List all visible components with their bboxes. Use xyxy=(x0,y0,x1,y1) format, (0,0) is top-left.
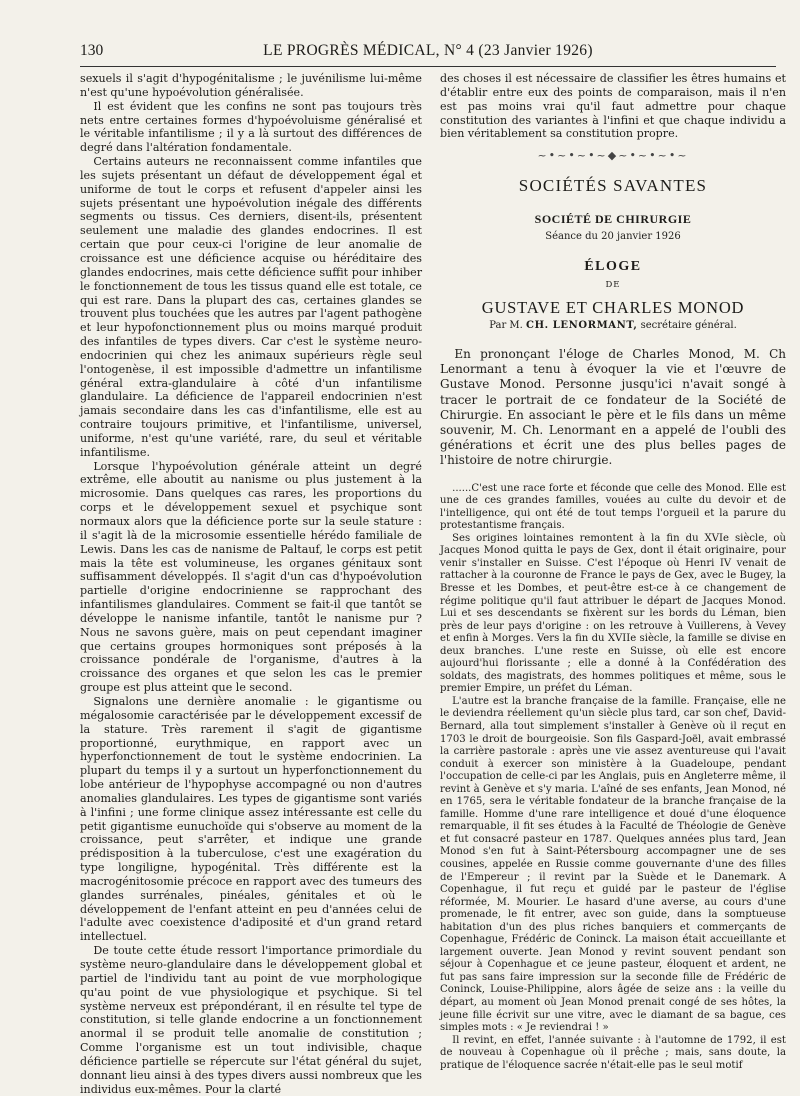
session-date: Séance du 20 janvier 1926 xyxy=(545,230,681,242)
paragraph: Lorsque l'hypoévolution générale atteint un degré extrême, elle aboutit au nanisme ou plus justement à la microsomie. Dans quelques cas rares, les proportions du corps et le développement sexuel et psychique sont normaux alors que la déficience porte sur la seule stature : il s'agit là de la microsomie essentielle hérédo familiale de Lewis. Dans les cas de nanisme de Paltauf, le corps est petit mais la tête est volumineuse, les organes génitaux sont suffisamment développés. Il s'agit d'un cas d'hypoévolution partielle d'origine endocrinienne se rapprochant des infantilismes glandulaires. Comment se fait-il que tantôt se développe le nanisme infantile, tantôt le nanisme pur ? Nous ne savons guère, mais on peut cependant imaginer que certains groupes hormoniques sont préposés à la croissance pondérale de l'organisme, d'autres à la croissance des organes et que selon les cas le premier groupe est plus atteint que le second. xyxy=(80,459,422,695)
paragraph: Signalons une dernière anomalie : le gigantisme ou mégalosomie caractérisée par le développement excessif de la stature. Très rarement il s'agit de gigantisme proportionné, eurythmique, en rapport avec un hyperfonctionnement de tout le système endocrinien. La plupart du temps il y a surtout un hyperfonctionnement du lobe antérieur de l'hypophyse accompagné ou non d'autres anomalies glandulaires. Les types de gigantisme sont variés à l'infini ; une forme clinique assez intéressante est celle du petit gigantisme eunuchoïde qui s'observe au moment de la croissance, peut s'arrêter, et indique une grande prédisposition à la tuberculose, c'est une exagération du type longiligne, hypogénital. Très différente est la macrogénitosomie précoce en rapport avec des tumeurs des glandes surrénales, pinéales, génitales et où le développement de l'enfant atteint en peu d'années celui de l'adulte avec coexistence d'adiposité et d'un grand retard intellectuel. xyxy=(80,694,422,944)
author-name: CH. LENORMANT, xyxy=(526,320,638,332)
paragraph: Il est évident que les confins ne sont pas toujours très nets entre certaines formes d'hypoévoluisme généralisé et le véritable infantilisme ; il y a là surtout des différences de degré dans l'altération fondamentale. xyxy=(80,99,422,155)
page-number: 130 xyxy=(80,42,104,59)
section-title: SOCIÉTÉS SAVANTES xyxy=(518,176,708,196)
left-column xyxy=(80,72,422,1096)
article-body xyxy=(440,483,786,1073)
paragraph: L'autre est la branche française de la famille. Française, elle ne le deviendra réellement qu'un siècle plus tard, car son chef, David-Bernard, alla tout simplement s'installer à Genève où il reçut en 1703 le droit de bourgeoisie. Son fils Gaspard-Joël, avait embrassé la carrière pastorale : après une vie assez aventureuse qui l'avait conduit à exercer son ministère à la Guadeloupe, pendant l'occupation de celle-ci par les Anglais, puis en Angleterre même, il revint à Genève et s'y maria. L'aîné de ses enfants, Jean Monod, né en 1765, sera le véritable fondateur de la branche française de la famille. Homme d'une rare intelligence et doué d'une éloquence remarquable, il fit ses études à la Faculté de Théologie de Genève et fut consacré pasteur en 1787. Quelques années plus tard, Jean Monod s'en fut à Saint-Pétersbourg accompagner une de ses cousines, appelée en Russie comme gouvernante d'une des filles de l'Empereur ; il revint par la Suède et le Danemark. A Copenhague, il fut reçu et guidé par le pasteur de l'église réformée, M. Mourier. Le hasard d'une averse, au cours d'une promenade, le fit entrer, avec son guide, dans la somptueuse habitation d'un des plus riches banquiers et commerçants de Copenhague, Frédéric de Coninck. La maison était accueillante et largement ouverte. Jean Monod y revint souvent pendant son séjour à Copenhague et ce jeune pasteur, éloquent et ardent, ne fut pas sans faire impression sur la seconde fille de Frédéric de Coninck, Louise-Philippine, alors âgée de seize ans : la veille du départ, au moment où Jean Monod prenait congé de ses hôtes, la jeune fille écrivit sur une vitre, avec le diamant de sa bague, ces simples mots : « Je reviendrai ! » xyxy=(440,695,786,1034)
paragraph: ......C'est une race forte et féconde que celle des Monod. Elle est une de ces grandes familles, vouées au culte du devoir et de l'intelligence, qui ont été de tout temps l'orgueil et la parure du protestantisme français. xyxy=(440,482,786,532)
society-heading: SOCIÉTÉ DE CHIRURGIE xyxy=(534,211,692,226)
byline-prefix: Par M. xyxy=(489,320,523,332)
title-connector: DE xyxy=(605,280,621,291)
byline xyxy=(440,319,786,333)
article-title: ÉLOGE xyxy=(584,258,642,274)
right-column xyxy=(440,72,786,1072)
author-role: secrétaire général. xyxy=(640,320,737,332)
paragraph: Il revint, en effet, l'année suivante : à l'automne de 1792, il est de nouveau à Copenhague où il prêche ; mais, sans doute, la pratique de l'éloquence sacrée n'était-elle pas le seul motif xyxy=(440,1034,786,1071)
paragraph: Ses origines lointaines remontent à la fin du XVIe siècle, où Jacques Monod quitta le pays de Gex, dont il était originaire, pour venir s'installer en Suisse. C'est l'époque où Henri IV venait de rattacher à la couronne de France le pays de Gex, avec le Bugey, la Bresse et les Dombes, et peut-être est-ce à ce changement de régime politique qu'il faut attribuer le départ de Jacques Monod. Lui et ses descendants se fixèrent sur les bords du Léman, bien près de leur pays d'origine : on les retrouve à Vuillerens, à Vevey et enfin à Morges. Vers la fin du XVIIe siècle, la famille se divise en deux branches. L'une reste en Suisse, où elle est encore aujourd'hui florissante ; elle a donné à la Confédération des soldats, des magistrats, des hommes politiques et même, sous le premier Empire, un préfet du Léman. xyxy=(440,532,786,695)
article-subject: GUSTAVE ET CHARLES MONOD xyxy=(481,298,745,318)
header-rule xyxy=(80,66,776,67)
paragraph: De toute cette étude ressort l'importance primordiale du système neuro-glandulaire dans le développement global et partiel de l'individu tant au point de vue morphologique qu'au point de vue physiologique et psychique. Si tel système nerveux est prépondérant, il en résulte tel type de constitution, si telle glande endocrine a un fonctionnement anormal il se produit telle anomalie de constitution ; Comme l'organisme est un tout indivisible, chaque déficience partielle se répercute sur l'état général du sujet, donnant lieu ainsi à des types divers aussi nombreux que les individus eux-mêmes. Pour la clarté xyxy=(80,944,422,1096)
running-title: LE PROGRÈS MÉDICAL, N° 4 (23 Janvier 1926) xyxy=(263,42,593,59)
lead-paragraph: En prononçant l'éloge de Charles Monod, M. Ch Lenormant a tenu à évoquer la vie et l'œuvre de Gustave Monod. Personne jusqu'ici n'avait songé à tracer le portrait de ce fondateur de la Société de Chirurgie. En associant le père et le fils dans un même souvenir, M. Ch. Lenormant en a appelé de l'oubli des générations et écrit une des plus belles pages de l'histoire de notre chirurgie. xyxy=(440,346,786,468)
page-header xyxy=(80,42,776,64)
spacer xyxy=(440,469,786,483)
ornament-divider: ~•~•~•~◆~•~•~•~ xyxy=(537,149,689,163)
paragraph: des choses il est nécessaire de classifier les êtres humains et d'établir entre eux des points de comparaison, mais il n'en est pas moins vrai qu'il faut admettre pour chaque constitution des variantes à l'infini et que chaque individu a bien véritablement sa constitution propre. xyxy=(440,72,786,141)
paragraph: Certains auteurs ne reconnaissent comme infantiles que les sujets présentant un défaut de développement égal et uniforme de tout le corps et refusent d'appeler ainsi les sujets présentant une hypoévolution inégale des différents segments ou tissus. Ces derniers, disent-ils, présentent seulement une maladie des glandes endocrines. Il est certain que pour ceux-ci l'origine de leur anomalie de croissance est une déficience acquise ou héréditaire des glandes endocrines, mais cette déficience suffit pour inhiber le fonctionnement de tous les tissus quand elle est totale, ce qui est rare. Dans la plupart des cas, certaines glandes se trouvent plus touchées que les autres par l'agent pathogène et leur hypofonctionnement plus ou moins marqué produit des infantiles de types divers. Car c'est le système neuro-endocrinien qui chez les animaux supérieurs règle seul l'ontogenèse, il est impossible d'admettre un infantilisme général extra-glandulaire à côté d'un infantilisme glandulaire. La déficience de l'appareil endocrinien n'est jamais secondaire dans les cas d'infantilisme, elle est au contraire toujours primitive, et l'infantilisme, universel, uniforme, n'est qu'une variété, rare, du seul et véritable infantilisme. xyxy=(80,155,422,459)
paragraph: sexuels il s'agit d'hypogénitalisme ; le juvénilisme lui-même n'est qu'une hypoévolution généralisée. xyxy=(80,72,422,99)
